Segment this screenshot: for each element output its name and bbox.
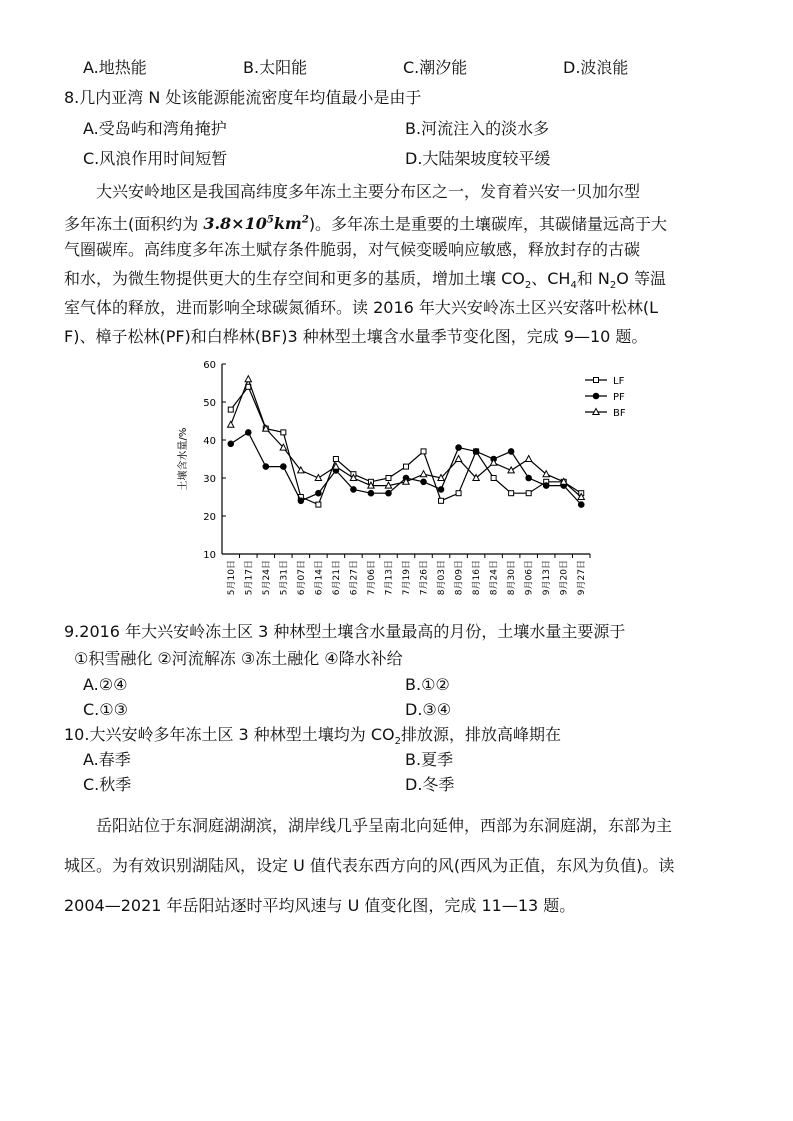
- passage2-line3: 2004—2021 年岳阳站逐时平均风速与 U 值变化图，完成 11—13 题。: [64, 896, 576, 915]
- x-tick-label: 6月14日: [314, 560, 325, 596]
- x-tick-label: 8月09日: [454, 560, 465, 596]
- passage1-line4-b: 、CH: [531, 269, 571, 288]
- passage1-line1: 大兴安岭地区是我国高纬度多年冻土主要分布区之一，发育着兴安一贝加尔型: [96, 182, 641, 201]
- passage1-line2-a: 多年冻土(面积约为: [64, 214, 204, 234]
- x-tick-label: 8月24日: [489, 560, 500, 596]
- passage1-line4-a: 和水，为微生物提供更大的生存空间和更多的基质，增加土壤 CO: [64, 269, 525, 288]
- q8-stem-row: [0, 86, 793, 110]
- q8-options-row1: [0, 117, 793, 141]
- point-pf: [526, 475, 532, 481]
- passage1-line5: 室气体的释放，进而影响全球碳氮循环。读 2016 年大兴安岭冻土区兴安落叶松林(L: [64, 298, 659, 317]
- point-bf: [228, 421, 234, 427]
- q10-stem-b: 排放源，排放高峰期在: [401, 725, 562, 744]
- q10-option-a: A.春季: [83, 750, 131, 769]
- area-formula: [203, 214, 308, 233]
- chart-series: [228, 376, 585, 508]
- soil-moisture-chart: [160, 352, 630, 612]
- y-axis-label: 土壤含水量/%: [178, 427, 189, 491]
- q7-options: [0, 56, 793, 80]
- y-tick-label: 30: [203, 474, 216, 485]
- q8-options-row2: [0, 147, 793, 171]
- ch4-subscript: 4: [570, 280, 577, 292]
- point-lf: [439, 498, 444, 503]
- point-pf: [263, 464, 269, 470]
- q7-option-b: B.太阳能: [243, 58, 308, 77]
- x-tick-label: 9月20日: [559, 560, 570, 596]
- point-lf: [316, 502, 321, 507]
- point-pf: [228, 441, 234, 447]
- point-lf: [509, 491, 514, 496]
- q9-option-d: D.③④: [405, 700, 452, 719]
- area-formula-base: 3.8×10: [203, 214, 267, 234]
- q10-option-d: D.冬季: [405, 775, 455, 794]
- x-tick-label: 5月17日: [244, 560, 255, 596]
- point-pf: [281, 464, 287, 470]
- passage2-line2: 城区。为有效识别湖陆风，设定 U 值代表东西方向的风(西风为正值，东风为负值)。读: [64, 856, 675, 875]
- point-lf: [281, 430, 286, 435]
- q8-option-b: B.河流注入的淡水多: [405, 119, 550, 138]
- passage2-line1: 岳阳站位于东洞庭湖湖滨，湖岸线几乎呈南北向延伸，西部为东洞庭湖，东部为主: [96, 816, 673, 835]
- passage1-line4-d: O 等温: [616, 269, 666, 288]
- y-tick-label: 10: [203, 550, 216, 561]
- passage1-line2: [64, 207, 667, 239]
- x-tick-label: 9月27日: [577, 560, 588, 596]
- x-tick-label: 7月26日: [419, 560, 430, 596]
- passage1-line6: F)、樟子松林(PF)和白桦林(BF)3 种林型土壤含水量季节变化图，完成 9—10 题。: [64, 327, 648, 346]
- point-lf: [333, 457, 338, 462]
- point-bf: [455, 456, 461, 462]
- point-pf: [473, 449, 479, 455]
- q7-option-d: D.波浪能: [563, 58, 629, 77]
- q10-options-row2: [0, 773, 793, 797]
- x-tick-label: 6月07日: [296, 560, 307, 596]
- q10-co2-subscript: 2: [394, 736, 402, 748]
- point-pf: [351, 487, 357, 493]
- q9-options-row2: [0, 698, 793, 722]
- x-tick-label: 6月27日: [349, 560, 360, 596]
- point-pf: [386, 490, 392, 496]
- q7-option-a: A.地热能: [83, 58, 147, 77]
- q9-options-row1: [0, 673, 793, 697]
- point-bf: [525, 456, 531, 462]
- area-formula-exp: 5: [266, 215, 274, 226]
- q7-option-c: C.潮汐能: [403, 58, 468, 77]
- point-lf: [228, 407, 233, 412]
- n2o-subscript: 2: [609, 280, 617, 292]
- q10-option-b: B.夏季: [405, 750, 454, 769]
- q10-options-row1: [0, 748, 793, 772]
- legend-marker-lf: [594, 378, 599, 383]
- point-bf: [245, 376, 251, 382]
- point-pf: [456, 445, 462, 451]
- x-tick-label: 8月03日: [437, 560, 448, 596]
- point-lf: [456, 491, 461, 496]
- q10-stem-row: [0, 723, 793, 747]
- q9-items-row: [0, 647, 793, 671]
- q9-option-c: C.①③: [83, 700, 128, 719]
- x-tick-label: 7月06日: [366, 560, 377, 596]
- x-tick-label: 7月19日: [402, 560, 412, 596]
- point-pf: [508, 449, 514, 455]
- q9-stem: 9.2016 年大兴安岭冻土区 3 种林型土壤含水量最高的月份，土壤水量主要源于: [64, 622, 626, 641]
- passage1-line2-b: )。多年冻土是重要的土壤碳库，其碳储量远高于大: [308, 214, 668, 234]
- point-pf: [578, 502, 584, 508]
- legend-label-bf: BF: [613, 408, 626, 419]
- x-tick-label: 8月30日: [507, 560, 518, 596]
- point-lf: [421, 449, 426, 454]
- q8-stem: 8.几内亚湾 N 处该能源能流密度年均值最小是由于: [64, 88, 422, 107]
- y-tick-label: 40: [203, 436, 216, 447]
- q9-items: ①积雪融化 ②河流解冻 ③冻土融化 ④降水补给: [74, 649, 403, 668]
- q10-option-c: C.秋季: [83, 775, 132, 794]
- x-tick-label: 7月13日: [384, 560, 395, 596]
- q9-option-a: A.②④: [83, 675, 128, 694]
- q8-option-d: D.大陆架坡度较平缓: [405, 149, 551, 168]
- point-pf: [421, 479, 427, 485]
- co2-subscript: 2: [524, 280, 532, 292]
- q8-option-c: C.风浪作用时间短暂: [83, 149, 228, 168]
- x-tick-label: 5月24日: [261, 560, 272, 596]
- q9-stem-row: [0, 620, 793, 644]
- point-lf: [491, 476, 496, 481]
- q10-stem-a: 10.大兴安岭多年冻土区 3 种林型土壤均为 CO: [64, 725, 395, 744]
- point-lf: [386, 476, 391, 481]
- point-bf: [420, 471, 426, 477]
- x-tick-label: 9月13日: [542, 560, 553, 596]
- chart-legend: [585, 376, 626, 419]
- x-tick-label: 6月21日: [331, 560, 342, 596]
- y-tick-label: 60: [203, 360, 216, 371]
- x-tick-label: 8月16日: [472, 560, 483, 596]
- passage1-line4-c: 和 N: [576, 269, 610, 288]
- q8-option-a: A.受岛屿和湾角掩护: [83, 119, 227, 138]
- point-pf: [316, 490, 322, 496]
- passage1-line3: 气圈碳库。高纬度多年冻土赋存条件脆弱，对气候变暖响应敏感，释放封存的古碳: [64, 240, 641, 259]
- point-pf: [368, 490, 374, 496]
- x-tick-label: 5月10日: [226, 560, 237, 596]
- area-formula-unit-exp: 2: [301, 215, 309, 226]
- x-tick-label: 9月06日: [524, 560, 535, 596]
- point-pf: [438, 487, 444, 493]
- legend-label-pf: PF: [613, 392, 625, 403]
- legend-marker-pf: [593, 393, 599, 399]
- y-tick-label: 50: [203, 398, 216, 409]
- point-lf: [526, 491, 531, 496]
- point-lf: [404, 464, 409, 469]
- point-pf: [245, 430, 251, 436]
- y-tick-label: 20: [203, 512, 216, 523]
- point-pf: [543, 483, 549, 489]
- x-tick-label: 5月31日: [279, 560, 290, 596]
- point-pf: [298, 498, 304, 504]
- area-formula-unit: km: [273, 214, 302, 234]
- q9-option-b: B.①②: [405, 675, 450, 694]
- legend-label-lf: LF: [613, 376, 625, 387]
